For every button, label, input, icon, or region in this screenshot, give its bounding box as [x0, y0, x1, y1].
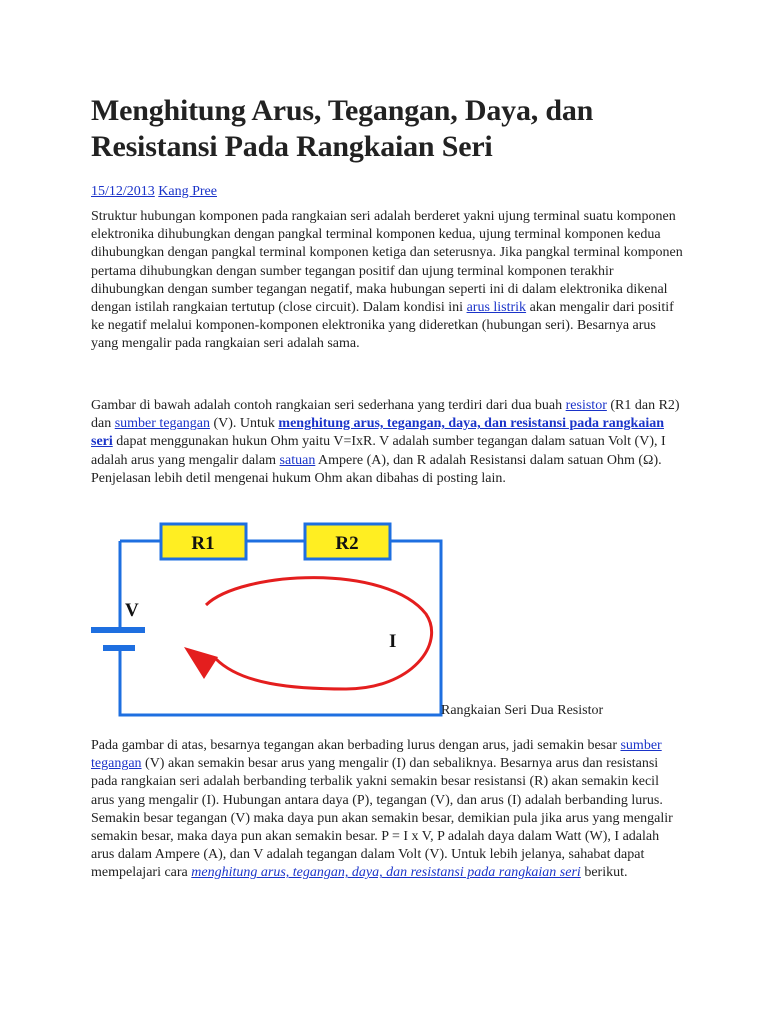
series-circuit-diagram [91, 519, 451, 719]
battery-negative-plate [103, 645, 135, 651]
author-link[interactable]: Kang Pree [158, 184, 217, 199]
resistor-r1-label: R1 [191, 533, 215, 554]
link-sumber-tegangan-2[interactable]: sumber tegangan [91, 738, 662, 772]
wire-top-right [120, 541, 441, 715]
post-meta [91, 182, 217, 202]
link-arus-listrik[interactable]: arus listrik [466, 300, 527, 316]
circuit-wires [120, 541, 441, 715]
para3-text-3: berikut. [580, 865, 628, 881]
para2-text-1: Gambar di bawah adalah contoh rangkaian seri sederhana yang terdiri dari dua buah [91, 398, 566, 413]
battery-positive-plate [91, 627, 145, 633]
para2-text-3: (V). Untuk [209, 416, 279, 432]
link-sumber-tegangan[interactable]: sumber tegangan [114, 416, 210, 432]
circuit-svg [91, 519, 451, 719]
link-menghitung-bold[interactable]: menghitung arus, tegangan, daya, dan resistansi pada rangkaian seri [91, 416, 665, 450]
link-resistor[interactable]: resistor [565, 398, 607, 413]
paragraph-explanation [91, 737, 683, 883]
article-title: Menghitung Arus, Tegangan, Daya, dan Resistansi Pada Rangkaian Seri [91, 94, 594, 163]
para3-text-1: Pada gambar di atas, besarnya tegangan akan berbading lurus dengan arus, jadi semakin besar [91, 738, 621, 753]
voltage-label: V [125, 600, 139, 621]
current-flow-arc [206, 578, 432, 689]
post-date-link[interactable]: 15/12/2013 [91, 184, 155, 199]
para2-text-4: dapat menggunakan hukun Ohm yaitu V=IxR. V adalah sumber tegangan dalam satuan Volt (V), I adalah arus yang mengalir dalam [91, 434, 666, 468]
resistor-r2-label: R2 [335, 533, 359, 554]
paragraph-intro [91, 208, 683, 354]
current-arrow-head [184, 647, 218, 679]
para1-text-2: akan mengalir dari positif ke negatif melalui komponen-komponen elektronika yang dideretkan (hubungan seri). Besarnya arus yang mengalir pada rangkaian seri adalah sama. [91, 300, 674, 352]
figure-caption: Rangkaian Seri Dua Resistor [441, 703, 604, 718]
link-satuan[interactable]: satuan [279, 452, 316, 468]
paragraph-circuit-description [91, 397, 683, 488]
para3-text-2: (V) akan semakin besar arus yang mengalir (I) dan sebaliknya. Besarnya arus dan resistansi pada rangkaian seri adalah berbanding terbalik yakni semakin besar resistansi (R) akan semakin kecil arus yang mengalir (I). Hubungan antara daya (P), tegangan (V), dan arus (I) adalah berbanding lurus. Semakin besar tegangan (V) maka daya pun akan semakin besar, demikian pula jika arus yang mengalir semakin besar, maka daya pun akan semakin besar. P = I x V, P adalah daya dalam Watt (W), I adalah arus dalam Ampere (A), dan V adalah tegangan dalam Volt (V). Untuk lebih jelanya, sahabat dapat mempelajari cara [91, 756, 673, 881]
para2-text-5: Ampere (A), dan R adalah Resistansi dalam satuan Ohm (Ω). Penjelasan lebih detil mengenai hukum Ohm akan dibahas di posting lain. [91, 452, 662, 486]
para1-text-1: Struktur hubungan komponen pada rangkaian seri adalah berderet yakni ujung terminal suatu komponen elektronika dihubungkan dengan pangkal terminal komponen kedua, ujung terminal komponen kedua dihubungkan dengan pangkal terminal komponen ketiga dan seterusnya. Jika pangkal terminal komponen pertama dihubungkan dengan sumber tegangan positif dan ujung terminal komponen terakhir dihubungkan dengan sumber tegangan negatif, maka hubungan seperti ini di dalam elektronika dikenal dengan istilah rangkaian tertutup (close circuit). Dalam kondisi ini [91, 209, 683, 316]
para2-text-2: (R1 dan R2) dan [91, 398, 680, 432]
current-label: I [389, 631, 397, 652]
link-menghitung-italic[interactable]: menghitung arus, tegangan, daya, dan resistansi pada rangkaian seri [191, 865, 581, 881]
